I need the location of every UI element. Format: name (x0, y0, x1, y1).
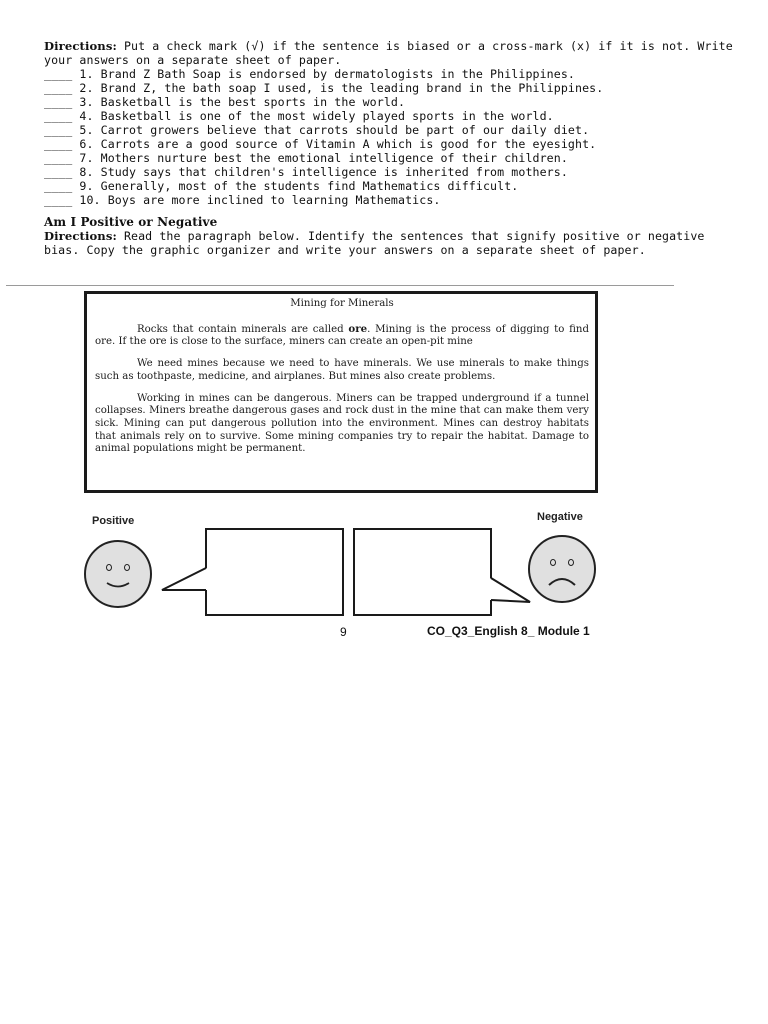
list-item: ____ 3. Basketball is the best sports in the world. (44, 95, 406, 109)
negative-speech-bubble (353, 528, 492, 616)
list-item: ____ 4. Basketball is one of the most widely played sports in the world. (44, 109, 554, 123)
list-item: ____ 6. Carrots are a good source of Vitamin A which is good for the eyesight. (44, 137, 597, 151)
sad-face-icon (528, 535, 596, 603)
negative-label: Negative (537, 511, 583, 523)
list-item: ____ 7. Mothers nurture best the emotional intelligence of their children. (44, 151, 568, 165)
directions-2 (44, 229, 734, 257)
directions-text: Put a check mark (√) if the sentence is biased or a cross-mark (x) if it is not. Write your answers on a separate sheet of paper. (44, 39, 733, 67)
list-item: ____ 2. Brand Z, the bath soap I used, is the leading brand in the Philippines. (44, 81, 604, 95)
list-item: ____ 1. Brand Z Bath Soap is endorsed by dermatologists in the Philippines. (44, 67, 576, 81)
list-item: ____ 9. Generally, most of the students find Mathematics difficult. (44, 179, 519, 193)
list-item: ____ 10. Boys are more inclined to learning Mathematics. (44, 193, 441, 207)
positive-label: Positive (92, 515, 135, 527)
positive-speech-bubble (205, 528, 344, 616)
passage-paragraph (95, 323, 589, 349)
directions-text: Read the paragraph below. Identify the sentences that signify positive or negative bias. Copy the graphic organizer and write your answers on a separate sheet of paper. (44, 229, 705, 257)
divider (6, 285, 674, 286)
list-item: ____ 5. Carrot growers believe that carrots should be part of our daily diet. (44, 123, 590, 137)
list-item: ____ 8. Study says that children's intelligence is inherited from mothers. (44, 165, 568, 179)
passage-title: Mining for Minerals (290, 298, 394, 309)
passage-box (84, 291, 598, 493)
directions-label: Directions: (44, 39, 117, 53)
passage-bold-term: ore (348, 322, 368, 335)
section-heading: Am I Positive or Negative (44, 215, 218, 229)
page-number: 9 (340, 625, 347, 639)
directions-label: Directions: (44, 229, 117, 243)
passage-paragraph: We need mines because we need to have minerals. We use minerals to make things such as toothpaste, medicine, and airplanes. But mines also create problems. (95, 358, 589, 382)
directions-1 (44, 39, 734, 67)
passage-paragraph: Working in mines can be dangerous. Miners can be trapped underground if a tunnel collapses. Miners breathe dangerous gases and rock dust in the mine that can make them very sick. Mining can put dangerous pollution into the environment. Mines can destroy habitats that animals rely on to survive. Some mining companies try to repair the habitat. Damage to animal populations might be permanent. (95, 392, 589, 455)
passage-text: Rocks that contain minerals are called (137, 323, 349, 335)
smiley-face-icon (84, 540, 152, 608)
worksheet-text (44, 39, 734, 257)
module-code: CO_Q3_English 8_ Module 1 (427, 624, 590, 638)
passage-text: . Mining is the process of digging to find ore. If the ore is close to the surface, miners can create an open-pit mine (95, 323, 590, 348)
